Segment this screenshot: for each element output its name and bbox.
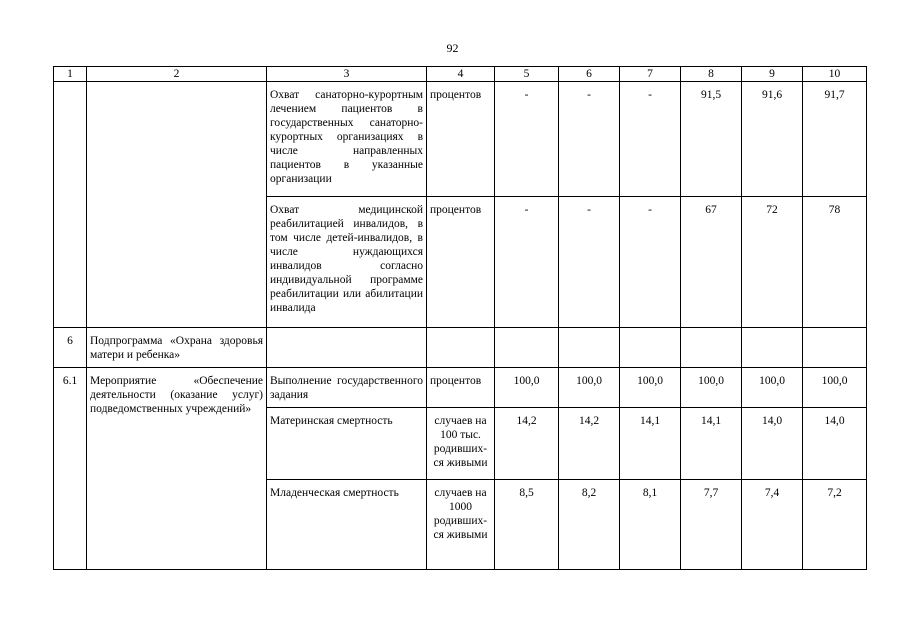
value-cell: 8,5	[495, 480, 559, 570]
empty-cell	[620, 328, 681, 368]
value-cell: 91,5	[681, 82, 742, 197]
column-number: 10	[803, 67, 867, 82]
column-numbers-row	[54, 67, 867, 82]
indicators-table	[53, 66, 867, 570]
column-number: 5	[495, 67, 559, 82]
section-cell: Подпрограмма «Охрана здоровья матери и ребенка»	[87, 328, 267, 368]
column-number: 4	[427, 67, 495, 82]
section-cell	[87, 82, 267, 328]
value-cell: 67	[681, 197, 742, 328]
value-cell: 100,0	[803, 368, 867, 408]
section-cell: Мероприятие «Обеспечение деятельности (оказание услуг) подведомственных учреждений»	[87, 368, 267, 570]
value-cell: 7,2	[803, 480, 867, 570]
empty-cell	[427, 328, 495, 368]
value-cell: 8,2	[559, 480, 620, 570]
value-cell: 7,4	[742, 480, 803, 570]
page-number: 92	[446, 41, 459, 55]
unit-cell: процентов	[427, 82, 495, 197]
row-index	[54, 82, 87, 328]
value-cell: 100,0	[742, 368, 803, 408]
value-cell: 78	[803, 197, 867, 328]
row-index: 6	[54, 328, 87, 368]
value-cell: 14,2	[495, 408, 559, 480]
column-number: 7	[620, 67, 681, 82]
value-cell: 72	[742, 197, 803, 328]
empty-cell	[803, 328, 867, 368]
value-cell: 14,0	[803, 408, 867, 480]
empty-cell	[495, 328, 559, 368]
unit-cell: процентов	[427, 368, 495, 408]
value-cell: 8,1	[620, 480, 681, 570]
column-number: 1	[54, 67, 87, 82]
value-cell: -	[559, 197, 620, 328]
empty-cell	[559, 328, 620, 368]
value-cell: -	[620, 197, 681, 328]
value-cell: -	[495, 82, 559, 197]
indicator-name: Младенческая смертность	[267, 480, 427, 570]
column-number: 2	[87, 67, 267, 82]
value-cell: 91,6	[742, 82, 803, 197]
column-number: 9	[742, 67, 803, 82]
empty-cell	[681, 328, 742, 368]
value-cell: -	[620, 82, 681, 197]
indicator-name: Материнская смертность	[267, 408, 427, 480]
table-row	[54, 328, 867, 368]
value-cell: 100,0	[620, 368, 681, 408]
row-index: 6.1	[54, 368, 87, 570]
value-cell: 14,0	[742, 408, 803, 480]
value-cell: 14,1	[681, 408, 742, 480]
unit-cell: процентов	[427, 197, 495, 328]
column-number: 6	[559, 67, 620, 82]
value-cell: 7,7	[681, 480, 742, 570]
value-cell: -	[495, 197, 559, 328]
table-row	[54, 82, 867, 197]
column-number: 3	[267, 67, 427, 82]
table-row	[54, 368, 867, 408]
value-cell: 100,0	[681, 368, 742, 408]
value-cell: 14,2	[559, 408, 620, 480]
indicator-name: Выполнение государственного задания	[267, 368, 427, 408]
value-cell: 100,0	[559, 368, 620, 408]
indicator-name: Охват санаторно-курортным лечением пациентов в государственных санаторно-курортных организациях в числе направленных пациентов в указанные организации	[267, 82, 427, 197]
empty-cell	[267, 328, 427, 368]
value-cell: 14,1	[620, 408, 681, 480]
unit-cell: случаев на 100 тыс. родивших-ся живыми	[427, 408, 495, 480]
value-cell: 100,0	[495, 368, 559, 408]
indicator-name: Охват медицинской реабилитацией инвалидов, в том числе детей-инвалидов, в числе нуждающихся инвалидов согласно индивидуальной программе реабилитации или абилитации инвалида	[267, 197, 427, 328]
empty-cell	[742, 328, 803, 368]
value-cell: 91,7	[803, 82, 867, 197]
unit-cell: случаев на 1000 родивших-ся живыми	[427, 480, 495, 570]
value-cell: -	[559, 82, 620, 197]
column-number: 8	[681, 67, 742, 82]
